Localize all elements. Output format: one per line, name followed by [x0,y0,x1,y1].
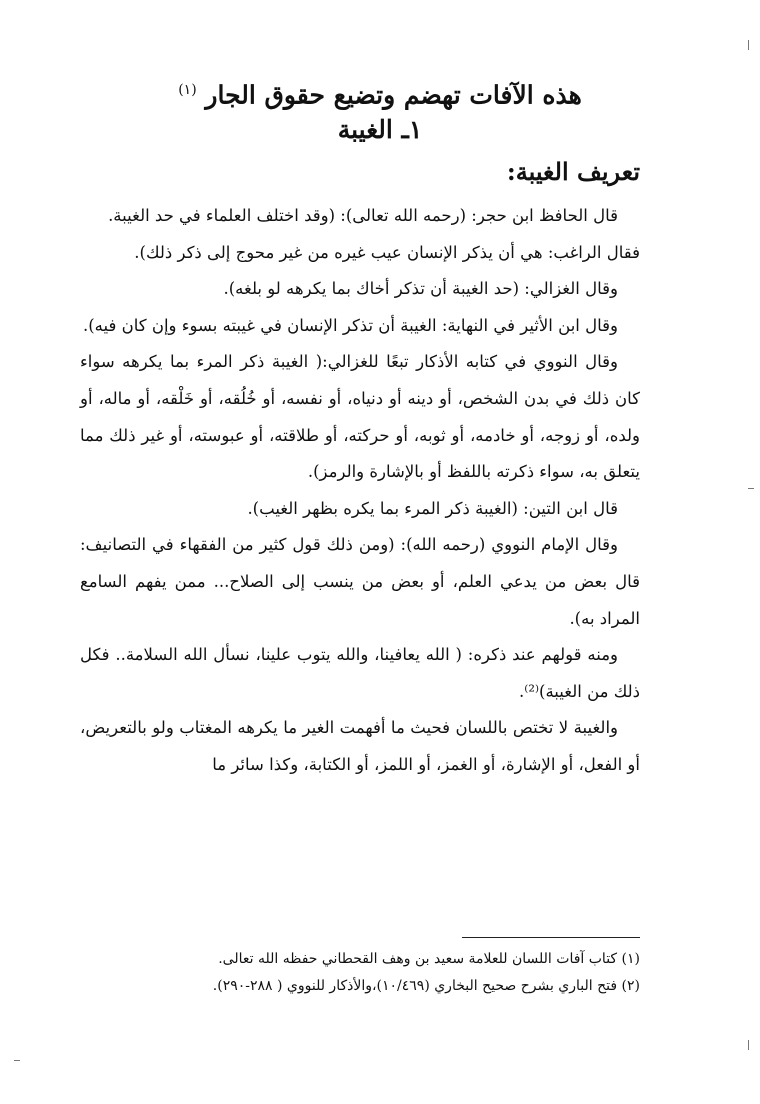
paragraph: وقال الإمام النووي (رحمه الله): (ومن ذلك قول كثير من الفقهاء في التصانيف: قال بعض من يدعي العلم، أو بعض من ينسب إلى الصلاح... ممن يفهم السامع المراد به). [80,535,640,628]
scan-mark [748,488,754,489]
scan-mark [14,1060,20,1061]
page-title-text: هذه الآفات تهضم وتضيع حقوق الجار [205,80,582,110]
page-title [120,70,640,115]
footnote: (١) كتاب آفات اللسان للعلامة سعيد بن وهف القحطاني حفظه الله تعالى. [218,951,640,967]
paragraph: قال الحافظ ابن حجر: (رحمه الله تعالى): (وقد اختلف العلماء في حد الغيبة. [108,206,618,225]
scan-mark [748,40,749,50]
title-footnote-ref: (١) [178,82,197,98]
paragraph: وقال النووي في كتابه الأذكار تبعًا للغزالي:( الغيبة ذكر المرء بما يكرهه سواء كان ذلك في بدن الشخص، أو دينه أو دنياه، أو نفسه، أو خُلُقه، أو خَلْقه، أو ماله، أو ولده، أو زوجه، أو خادمه، أو ثوبه، أو حركته، أو طلاقته، أو عبوسته، أو غير ذلك مما يتعلق به، سواء ذكرته باللفظ أو بالإشارة والرمز). [80,352,640,482]
section-heading: تعريف الغيبة: [506,157,640,186]
paragraph: والغيبة لا تختص باللسان فحيث ما أفهمت الغير ما يكرهه المغتاب ولو بالتعريض، أو الفعل، أو الإشارة، أو الغمز، أو اللمز، أو الكتابة، وكذا سائر ما [80,718,640,774]
paragraph: وقال ابن الأثير في النهاية: الغيبة أن تذكر الإنسان في غيبته بسوء وإن كان فيه). [82,315,618,335]
paragraph: قال ابن التين: (الغيبة ذكر المرء بما يكره بظهر الغيب). [247,498,618,518]
paragraph: فقال الراغب: هي أن يذكر الإنسان عيب غيره من غير محوج إلى ذكر ذلك). [134,242,640,262]
footnotes [80,946,640,1000]
scan-mark [748,1040,749,1050]
page-subtitle: ١ـ الغيبة [337,115,423,144]
paragraph: وقال الغزالي: (حد الغيبة أن تذكر أخاك بما يكرهه لو بلغه). [223,279,618,299]
footnote-divider [462,937,640,938]
footnote: (٢) فتح الباري بشرح صحيح البخاري (١٠/٤٦٩)،والأذكار للنووي ( ٢٨٨-٢٩٠). [212,978,640,994]
paragraph: ومنه قولهم عند ذكره: ( الله يعافينا، والله يتوب علينا، نسأل الله السلامة.. فكل ذلك من الغيبة)⁽²⁾. [80,645,640,701]
body-text [80,198,640,784]
